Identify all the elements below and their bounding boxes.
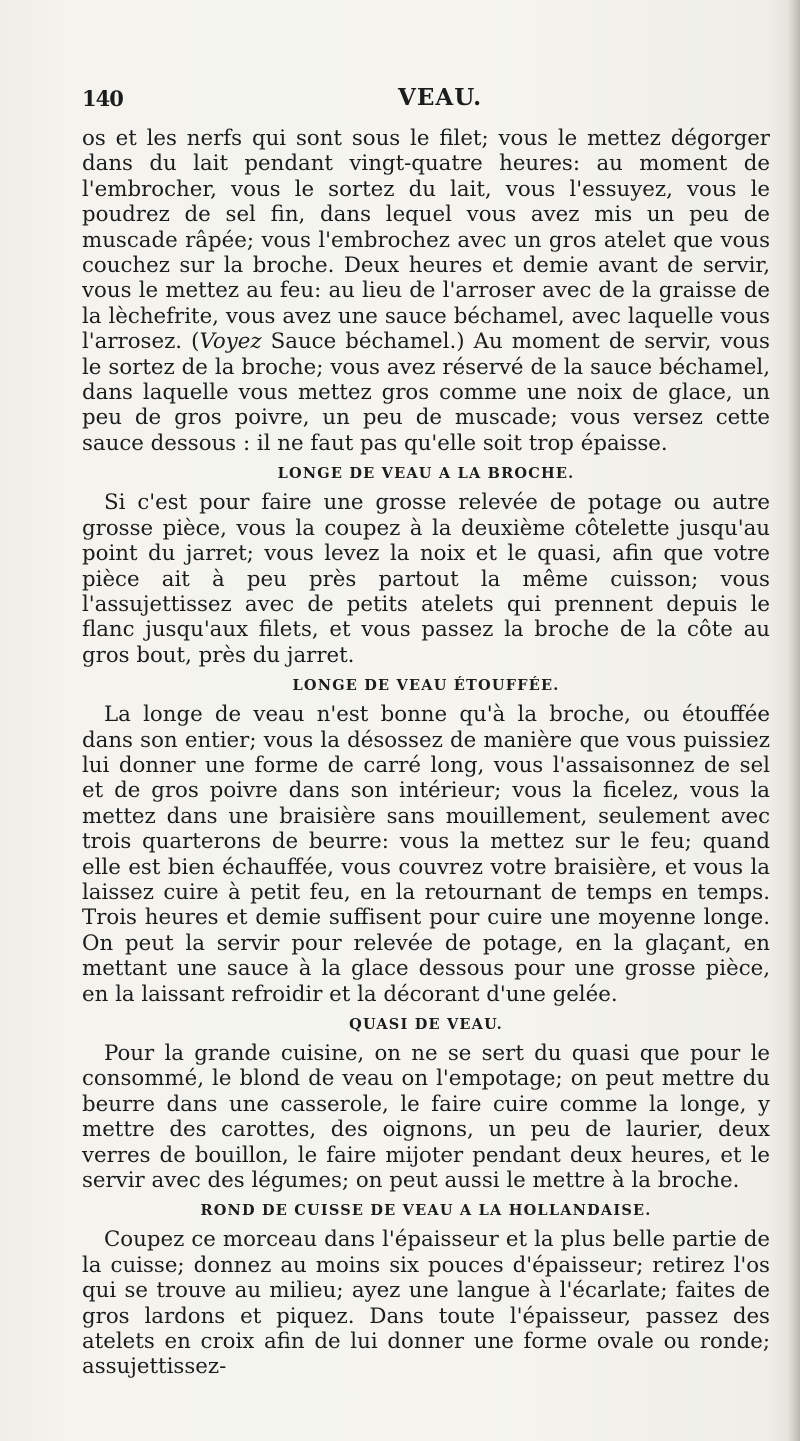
recipe-paragraph: La longe de veau n'est bonne qu'à la broche, ou étouffée dans son entier; vous la désossez de manière que vous puissiez lui donner une forme de carré long, vous l'assaisonnez de sel et de gros poivre dans son intérieur; vous la ficelez, vous la mettez dans une braisière sans mouillement, seulement avec trois quarterons de beurre: vous la mettez sur le feu; quand elle est bien échauffée, vous couvrez votre braisière, et vous la laissez cuire à petit feu, en la retournant de temps en temps. Trois heures et demie suffisent pour cuire une moyenne longe. On peut la servir pour relevée de potage, en la glaçant, en mettant une sauce à la glace dessous pour une grosse pièce, en la laissant refroidir et la décorant d'une gelée. bbox=[82, 702, 770, 1007]
paragraph-text-end: Sauce béchamel.) Au moment de servir, vous le sortez de la broche; vous avez réservé de la sauce béchamel, dans laquelle vous mettez gros comme une noix de glace, un peu de gros poivre, un peu de muscade; vous versez cette sauce dessous : il ne faut pas qu'elle soit trop épaisse. bbox=[82, 329, 770, 456]
cross-reference: Voyez bbox=[199, 329, 262, 355]
recipe-heading: LONGE DE VEAU A LA BROCHE. bbox=[277, 465, 575, 483]
recipe-paragraph: Si c'est pour faire une grosse relevée de potage ou autre grosse pièce, vous la coupez à la deuxième côtelette jusqu'au point du jarret; vous levez la noix et le quasi, afin que votre pièce ait à peu près partout la même cuisson; vous l'assujettissez avec de petits atelets qui prennent depuis le flanc jusqu'aux filets, et vous passez la broche de la côte au gros bout, près du jarret. bbox=[82, 490, 770, 668]
recipe-heading: QUASI DE VEAU. bbox=[349, 1016, 503, 1033]
recipe-heading: LONGE DE VEAU ÉTOUFFÉE. bbox=[292, 677, 560, 695]
recipe-paragraph: Pour la grande cuisine, on ne se sert du quasi que pour le consommé, le blond de veau on l'empotage; on peut mettre du beurre dans une casserole, le faire cuire comme la longe, y mettre des carottes, des oignons, un peu de laurier, deux verres de bouillon, le faire mijoter pendant deux heures, et le servir avec des légumes; on peut aussi le mettre à la broche. bbox=[82, 1041, 770, 1194]
page-number: 140 bbox=[82, 86, 123, 111]
running-title: VEAU. bbox=[398, 84, 483, 111]
page-header bbox=[82, 80, 772, 120]
page-edge bbox=[786, 0, 800, 1441]
paragraph-text: os et les nerfs qui sont sous le filet; vous le mettez dégorger dans du lait pendant vingt-quatre heures: au moment de l'embrocher, vous le sortez du lait, vous l'essuyez, vous le poudrez de sel fin, dans lequel vous avez mis un peu de muscade râpée; vous l'embrochez avec un gros atelet que vous couchez sur la broche. Deux heures et demie avant de servir, vous le mettez au feu: au lieu de l'arroser avec de la graisse de la lèchefrite, vous avez une sauce béchamel, avec laquelle vous l'arrosez. bbox=[82, 126, 770, 355]
page-body bbox=[82, 126, 770, 1380]
recipe-paragraph: Coupez ce morceau dans l'épaisseur et la plus belle partie de la cuisse; donnez au moins six pouces d'épaisseur; retirez l'os qui se trouve au milieu; ayez une langue à l'écarlate; faites de gros lardons et piquez. Dans toute l'épaisseur, passez des atelets en croix afin de lui donner une forme ovale ou ronde; assujettissez- bbox=[82, 1227, 770, 1380]
paragraph-filet-continued: os et les nerfs qui sont sous le filet; vous le mettez dégorger dans du lait pendant vingt-quatre heures: au moment de l'embrocher, vous le sortez du lait, vous l'essuyez, vous le poudrez de sel fin, dans lequel vous avez mis un peu de muscade râpée; vous l'embrochez avec un gros atelet que vous couchez sur la broche. Deux heures et demie avant de servir, vous le mettez au feu: au lieu de l'arroser avec de la graisse de la lèchefrite, vous avez une sauce béchamel, avec laquelle vous l'arrosez. (Voyez Sauce béchamel.) Au moment de servir, vous le sortez de la broche; vous avez réservé de la sauce béchamel, dans laquelle vous mettez gros comme une noix de glace, un peu de gros poivre, un peu de muscade; vous versez cette sauce dessous : il ne faut pas qu'elle soit trop épaisse. bbox=[82, 126, 770, 456]
recipe-heading: ROND DE CUISSE DE VEAU A LA HOLLANDAISE. bbox=[200, 1202, 652, 1220]
